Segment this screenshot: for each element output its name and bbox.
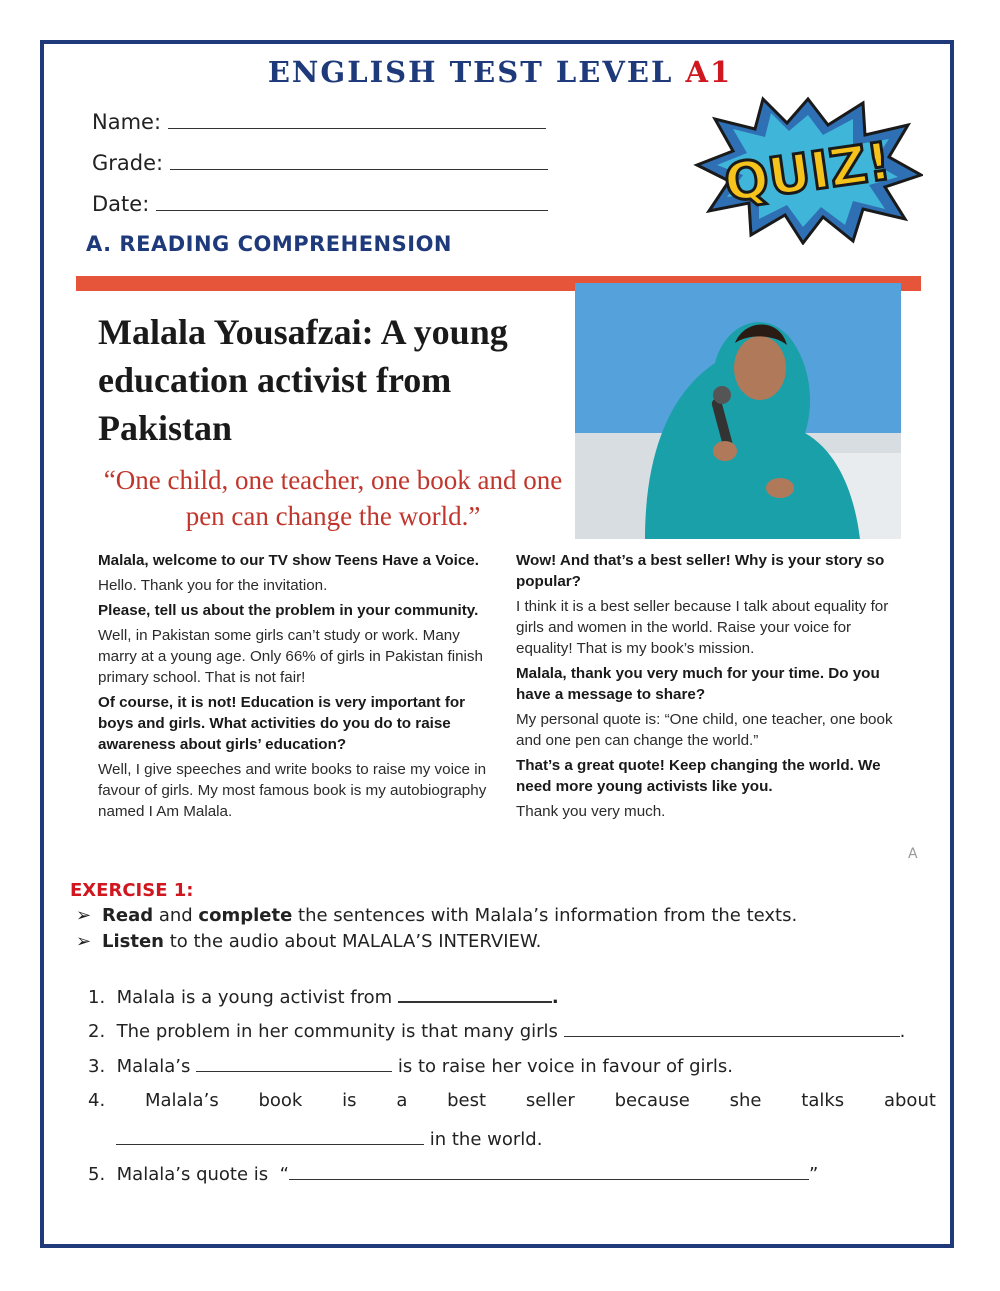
date-field[interactable]: Date: bbox=[92, 190, 548, 216]
section-title: A. READING COMPREHENSION bbox=[86, 232, 452, 256]
answer: My personal quote is: “One child, one teacher, one book and one pen can change the world.” bbox=[516, 711, 893, 749]
quiz-badge-text: QUIZ! bbox=[720, 131, 895, 215]
exercise-item-4-line2[interactable]: in the world. bbox=[116, 1126, 542, 1150]
level-label: A1 bbox=[685, 55, 733, 89]
instruction-listen: ➢ Listen to the audio about MALALA’S INTERVIEW. bbox=[76, 931, 542, 952]
article-quote: “One child, one teacher, one book and one pen can change the world.” bbox=[103, 465, 563, 531]
article-headline: Malala Yousafzai: A young education activist from Pakistan bbox=[98, 312, 508, 448]
portrait-photo-icon bbox=[575, 283, 901, 539]
interview-right-column bbox=[516, 550, 911, 826]
answer: Hello. Thank you for the invitation. bbox=[98, 577, 328, 594]
exercise-item-4[interactable]: 4. Malala’s book is a best seller because she talks about bbox=[88, 1090, 936, 1111]
instruction-read: ➢ Read and complete the sentences with Malala’s information from the texts. bbox=[76, 905, 798, 926]
corner-mark: A bbox=[908, 846, 918, 862]
question: Malala, welcome to our TV show Teens Have a Voice. bbox=[98, 552, 479, 569]
answer: Well, I give speeches and write books to raise my voice in favour of girls. My most famous book is my autobiography named I Am Malala. bbox=[98, 761, 487, 820]
exercise-item-5[interactable]: 5. Malala’s quote is “ ” bbox=[88, 1161, 818, 1185]
exercise-item-3[interactable]: 3. Malala’s is to raise her voice in favour of girls. bbox=[88, 1053, 733, 1077]
interview-left-column bbox=[98, 550, 493, 826]
question: Of course, it is not! Education is very important for boys and girls. What activities do you do to raise awareness about girls’ education? bbox=[98, 694, 466, 753]
answer: I think it is a best seller because I talk about equality for girls and women in the world. Raise your voice for equality! That is my book’s mission. bbox=[516, 598, 889, 657]
answer: Well, in Pakistan some girls can’t study or work. Many marry at a young age. Only 66% of girls in Pakistan finish primary school. That is not fair! bbox=[98, 627, 483, 686]
name-field[interactable]: Name: bbox=[92, 108, 546, 134]
exercise-item-2[interactable]: 2. The problem in her community is that many girls . bbox=[88, 1018, 905, 1042]
arrow-bullet-icon: ➢ bbox=[76, 905, 92, 926]
exercise-item-1[interactable]: 1. Malala is a young activist from . bbox=[88, 983, 559, 1008]
exercise-title: EXERCISE 1: bbox=[70, 880, 194, 901]
arrow-bullet-icon: ➢ bbox=[76, 931, 92, 952]
grade-field[interactable]: Grade: bbox=[92, 149, 548, 175]
question: Malala, thank you very much for your time. Do you have a message to share? bbox=[516, 665, 880, 703]
question: Please, tell us about the problem in your community. bbox=[98, 602, 479, 619]
test-title: ENGLISH TEST LEVEL A1 bbox=[267, 55, 733, 89]
answer: Thank you very much. bbox=[516, 803, 666, 820]
question: That’s a great quote! Keep changing the world. We need more young activists like you. bbox=[516, 757, 881, 795]
question: Wow! And that’s a best seller! Why is your story so popular? bbox=[516, 552, 885, 590]
quiz-badge-icon bbox=[693, 95, 923, 245]
